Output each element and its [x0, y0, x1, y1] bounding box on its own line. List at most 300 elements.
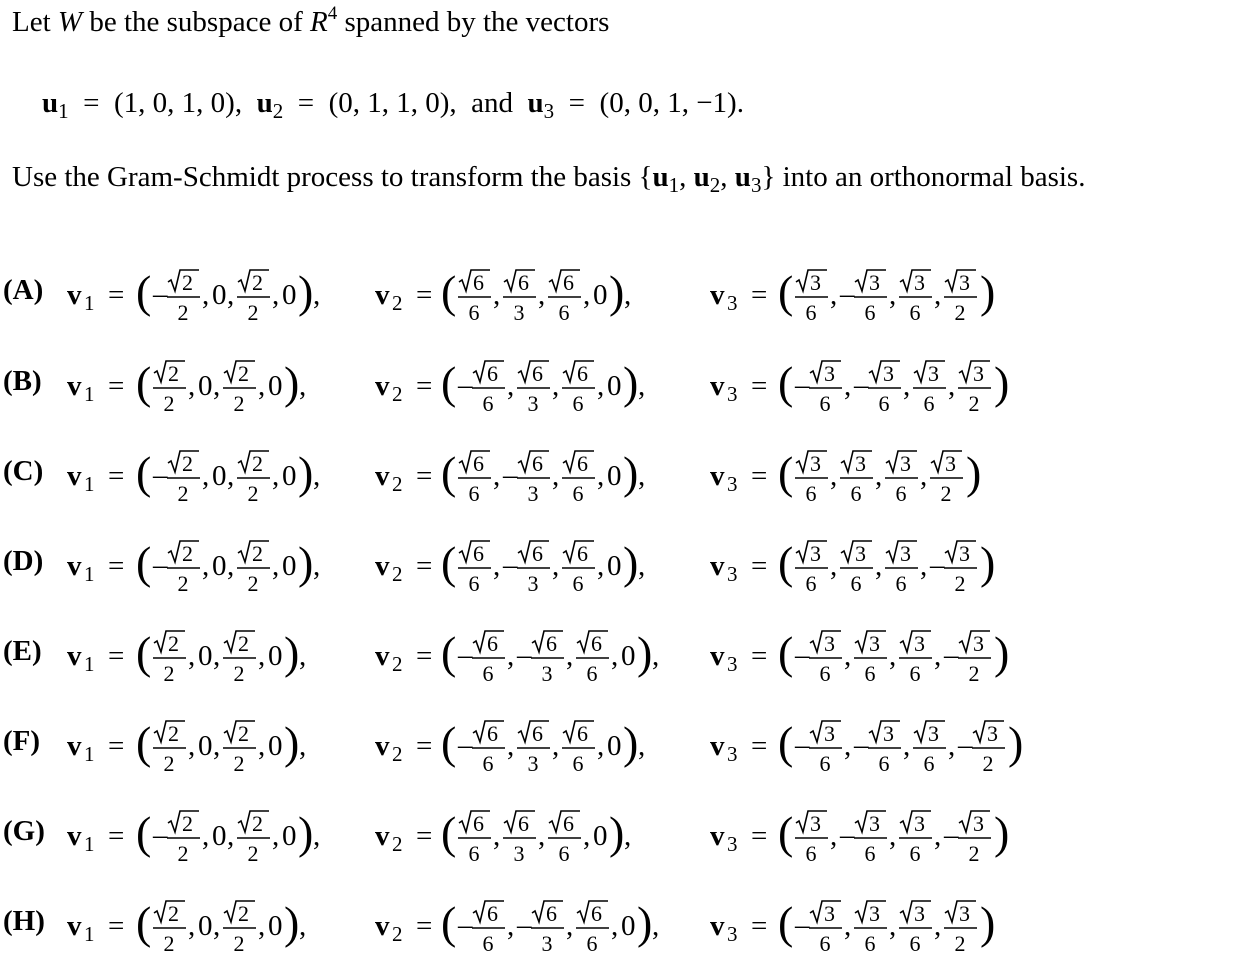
option-h-v1-comma: , — [258, 910, 266, 942]
denominator: 2 — [954, 300, 966, 325]
denominator: 6 — [805, 571, 817, 596]
option-c-v1-equals: = — [108, 460, 125, 492]
radicand: 2 — [252, 270, 263, 295]
option-a-v1-comp-0-fraction — [167, 270, 200, 325]
option-h-v2-comp-1-fraction — [531, 901, 564, 956]
option-e-v3-equals: = — [751, 640, 768, 672]
option-h-v1-sub: 1 — [84, 922, 95, 946]
denominator: 6 — [864, 661, 876, 686]
option-d-v2-open-paren: ( — [441, 537, 457, 588]
option-g-v2-comp-2-fraction — [548, 811, 581, 866]
option-d-v2-sub: 2 — [392, 562, 403, 586]
option-a-v3-comp-1-fraction — [854, 270, 887, 325]
option-f-v3-comp-1-minus: – — [854, 729, 869, 761]
option-g-v1-equals: = — [108, 820, 125, 852]
radicand: 2 — [168, 901, 179, 926]
option-a-v3-equals: = — [751, 279, 768, 311]
option-g-v3-comp-2-fraction — [899, 811, 932, 866]
option-h-v1-comma: , — [213, 910, 221, 942]
option-e-v2-equals: = — [416, 640, 433, 672]
denominator: 3 — [513, 300, 525, 325]
radicand: 6 — [577, 721, 588, 746]
option-b-v1-comma: , — [188, 370, 196, 402]
option-b-v2-comp-0-fraction — [472, 361, 505, 416]
denominator: 2 — [968, 661, 980, 686]
radicand: 6 — [487, 361, 498, 386]
radicand: 3 — [810, 451, 821, 476]
option-f-v3-comp-3-minus: – — [958, 729, 973, 761]
radicand: 3 — [869, 631, 880, 656]
option-g-v1-comp-0-fraction — [167, 811, 200, 866]
denominator: 2 — [968, 391, 980, 416]
option-a-v1-comp-2-fraction — [237, 270, 270, 325]
option-b-v3-comp-2-fraction — [913, 361, 946, 416]
option-b-v3-comma: , — [844, 370, 852, 402]
denominator: 3 — [527, 751, 539, 776]
option-g-v1-comp-1: 0 — [212, 820, 227, 852]
option-d-v3-sub: 3 — [727, 562, 738, 586]
radicand: 6 — [577, 361, 588, 386]
option-e-v1-comp-3: 0 — [268, 640, 283, 672]
option-b-v2-comp-2-fraction — [562, 361, 595, 416]
option-h-v3-close-paren: ) — [980, 897, 996, 948]
option-a-v3-label: v — [710, 279, 725, 311]
option-f-v1-equals: = — [108, 730, 125, 762]
option-b-v2-comma: , — [552, 370, 560, 402]
option-f-v2-comp-0-fraction — [472, 721, 505, 776]
u-vectors-line: $u_1 = (1$, 0, 1, 0), $u_2 = (0$, 1, 1, 0), and $u_3 = (0$, 0, 1, −1). — [42, 87, 744, 123]
option-f-v3-comp-0-fraction — [809, 721, 842, 776]
option-a-v1-close-paren: ) — [298, 266, 314, 317]
radicand: 2 — [182, 811, 193, 836]
option-d-v3-comp-0-fraction — [795, 541, 828, 596]
option-h-v3-comma: , — [889, 910, 897, 942]
denominator: 2 — [177, 841, 189, 866]
radicand: 3 — [824, 361, 835, 386]
option-b-v1-comma: , — [213, 370, 221, 402]
option-d-v1-equals: = — [108, 550, 125, 582]
option-d-v1-sep: , — [313, 550, 321, 582]
option-a-v1-comma: , — [272, 279, 280, 311]
option-h-v3-sub: 3 — [727, 922, 738, 946]
option-g-v1-comma: , — [227, 820, 235, 852]
option-h-v2-comp-2-fraction — [576, 901, 609, 956]
option-c-v1-comma: , — [202, 460, 210, 492]
option-e-v1-sub: 1 — [84, 652, 95, 676]
option-d-v2-comp-3: 0 — [607, 550, 622, 582]
option-d-v3-comp-3-fraction — [944, 541, 977, 596]
option-c-v3-comma: , — [830, 460, 838, 492]
option-g-v3-comp-1-minus: – — [840, 819, 855, 851]
option-b-v2-sep: , — [638, 370, 646, 402]
option-c-v3-comp-3-fraction — [930, 451, 963, 506]
option-c-label: (C) — [3, 455, 44, 487]
option-h-v2-close-paren: ) — [637, 897, 653, 948]
option-c-v1-comp-1: 0 — [212, 460, 227, 492]
option-h-v3-comp-1-fraction — [854, 901, 887, 956]
option-b-v2-comp-0-minus: – — [458, 369, 473, 401]
option-a-v3-comp-0-fraction — [795, 270, 828, 325]
option-h-v1-equals: = — [108, 910, 125, 942]
option-f-v3-comp-1-fraction — [868, 721, 901, 776]
option-c-v3-comp-2-fraction — [885, 451, 918, 506]
denominator: 2 — [968, 841, 980, 866]
radicand: 3 — [824, 631, 835, 656]
option-d-v2-comma: , — [552, 550, 560, 582]
option-e-v3-close-paren: ) — [994, 627, 1010, 678]
option-g-v2-comp-1-fraction — [503, 811, 536, 866]
option-e-v1-comp-1: 0 — [198, 640, 213, 672]
radicand: 3 — [869, 811, 880, 836]
radicand: 3 — [883, 721, 894, 746]
option-a-v2-comma: , — [493, 279, 501, 311]
denominator: 6 — [572, 751, 584, 776]
radicand: 3 — [973, 811, 984, 836]
option-c-v2-comma: , — [493, 460, 501, 492]
u3-label: u — [527, 87, 544, 119]
option-c-v1-comma: , — [227, 460, 235, 492]
option-g-v2-close-paren: ) — [609, 807, 625, 858]
option-h-label: (H) — [3, 905, 45, 937]
denominator: 2 — [163, 751, 175, 776]
option-f-v1-comp-1: 0 — [198, 730, 213, 762]
denominator: 6 — [482, 661, 494, 686]
option-g-v1-comp-0-minus: – — [153, 819, 168, 851]
option-b-v1-label: v — [67, 370, 82, 402]
option-f-v1-comp-0-fraction — [153, 721, 186, 776]
option-e-v3-comp-2-fraction — [899, 631, 932, 686]
option-d-v2-comma: , — [597, 550, 605, 582]
option-a-v1-sep: , — [313, 279, 321, 311]
option-a-v3-comp-1-minus: – — [840, 278, 855, 310]
option-e-vectors — [3, 619, 1243, 689]
radicand: 3 — [883, 361, 894, 386]
option-h-v3-comma: , — [934, 910, 942, 942]
denominator: 6 — [909, 931, 921, 956]
option-b-v3-comma: , — [948, 370, 956, 402]
option-g-v2-comma: , — [538, 820, 546, 852]
option-c-v3-comp-0-fraction — [795, 451, 828, 506]
radicand: 3 — [855, 541, 866, 566]
option-c-v1-comma: , — [272, 460, 280, 492]
option-f-v3-comp-0-minus: – — [795, 729, 810, 761]
option-b-v3-comp-1-minus: – — [854, 369, 869, 401]
option-d-v3-comp-1-fraction — [840, 541, 873, 596]
option-e-v3-sub: 3 — [727, 652, 738, 676]
option-b-v1-open-paren: ( — [136, 357, 152, 408]
option-c-v2-comp-3: 0 — [607, 460, 622, 492]
denominator: 6 — [909, 841, 921, 866]
option-d-v2-comp-1-minus: – — [503, 549, 518, 581]
radicand: 3 — [928, 721, 939, 746]
option-h-v3-equals: = — [751, 910, 768, 942]
w-symbol: W — [57, 6, 83, 38]
option-c-v2-comp-0-fraction — [458, 451, 491, 506]
option-c-v3-comma: , — [875, 460, 883, 492]
radicand: 3 — [900, 451, 911, 476]
option-e-v2-sub: 2 — [392, 652, 403, 676]
option-g-v2-equals: = — [416, 820, 433, 852]
option-f-v2-close-paren: ) — [623, 717, 639, 768]
option-h-v1-label: v — [67, 910, 82, 942]
option-h-v2-open-paren: ( — [441, 897, 457, 948]
option-d-vectors — [3, 529, 1243, 599]
radicand: 6 — [532, 541, 543, 566]
option-a-v1-comp-0-minus: – — [153, 278, 168, 310]
option-h-v2-comma: , — [566, 910, 574, 942]
option-e-v3-open-paren: ( — [778, 627, 794, 678]
option-f-v1-sep: , — [299, 730, 307, 762]
option-e-v3-comp-0-minus: – — [795, 639, 810, 671]
option-f-v2-comp-2-fraction — [562, 721, 595, 776]
option-c-v3-close-paren: ) — [966, 447, 982, 498]
option-f-v2-comp-1-fraction — [517, 721, 550, 776]
option-b-v3-comp-3-fraction — [958, 361, 991, 416]
option-f-v3-comma: , — [844, 730, 852, 762]
option-g-v2-comma: , — [493, 820, 501, 852]
option-b-v2-close-paren: ) — [623, 357, 639, 408]
option-d-v2-comp-0-fraction — [458, 541, 491, 596]
option-b-v3-comp-0-minus: – — [795, 369, 810, 401]
option-f-v3-comp-2-fraction — [913, 721, 946, 776]
radicand: 6 — [473, 811, 484, 836]
denominator: 6 — [572, 391, 584, 416]
option-e-v1-close-paren: ) — [284, 627, 300, 678]
denominator: 3 — [541, 931, 553, 956]
option-b-v1-equals: = — [108, 370, 125, 402]
denominator: 6 — [468, 300, 480, 325]
radicand: 6 — [591, 901, 602, 926]
option-g-v3-comma: , — [889, 820, 897, 852]
option-h-v1-comma: , — [188, 910, 196, 942]
option-e-v3-comp-0-fraction — [809, 631, 842, 686]
option-e-v1-equals: = — [108, 640, 125, 672]
denominator: 6 — [468, 481, 480, 506]
denominator: 2 — [247, 481, 259, 506]
option-c-v2-comp-1-fraction — [517, 451, 550, 506]
denominator: 2 — [163, 391, 175, 416]
option-f-v2-comma: , — [552, 730, 560, 762]
denominator: 2 — [982, 751, 994, 776]
option-b-v2-label: v — [375, 370, 390, 402]
option-b-v3-equals: = — [751, 370, 768, 402]
option-d-v2-comma: , — [493, 550, 501, 582]
radicand: 2 — [182, 541, 193, 566]
option-h-vectors — [3, 889, 1243, 959]
option-c-v2-label: v — [375, 460, 390, 492]
option-c-v3-equals: = — [751, 460, 768, 492]
radicand: 6 — [591, 631, 602, 656]
option-c-v2-equals: = — [416, 460, 433, 492]
option-b-v2-comma: , — [597, 370, 605, 402]
denominator: 6 — [572, 571, 584, 596]
denominator: 6 — [468, 571, 480, 596]
option-g-v1-comma: , — [272, 820, 280, 852]
denominator: 6 — [923, 751, 935, 776]
radicand: 3 — [810, 270, 821, 295]
option-a-v1-comp-1: 0 — [212, 279, 227, 311]
radicand: 3 — [914, 901, 925, 926]
option-a-v2-comp-1-fraction — [503, 270, 536, 325]
option-e-v3-comma: , — [889, 640, 897, 672]
option-h-v1-comp-2-fraction — [223, 901, 256, 956]
option-h-v1-comp-0-fraction — [153, 901, 186, 956]
option-g-v2-sep: , — [624, 820, 632, 852]
option-c-v2-sep: , — [638, 460, 646, 492]
option-e-v2-comma: , — [611, 640, 619, 672]
option-c-v2-comma: , — [597, 460, 605, 492]
radicand: 3 — [959, 541, 970, 566]
denominator: 6 — [482, 391, 494, 416]
option-a-v1-equals: = — [108, 279, 125, 311]
option-d-v3-comma: , — [875, 550, 883, 582]
option-c-v1-label: v — [67, 460, 82, 492]
radicand: 6 — [473, 270, 484, 295]
and-word: and — [471, 87, 514, 119]
radicand: 6 — [518, 811, 529, 836]
option-g-v3-sub: 3 — [727, 832, 738, 856]
option-c-v2-comp-2-fraction — [562, 451, 595, 506]
denominator: 6 — [482, 931, 494, 956]
option-a-v2-comp-0-fraction — [458, 270, 491, 325]
option-f-v1-open-paren: ( — [136, 717, 152, 768]
option-a-v3-close-paren: ) — [980, 266, 996, 317]
denominator: 2 — [233, 391, 245, 416]
radicand: 3 — [973, 631, 984, 656]
denominator: 6 — [864, 931, 876, 956]
option-g-v1-open-paren: ( — [136, 807, 152, 858]
option-b-v3-open-paren: ( — [778, 357, 794, 408]
option-h-v3-comp-0-fraction — [809, 901, 842, 956]
option-e-v3-comp-3-fraction — [958, 631, 991, 686]
option-b-label: (B) — [3, 365, 42, 397]
option-f-v3-equals: = — [751, 730, 768, 762]
option-d-v3-comma: , — [830, 550, 838, 582]
option-f-v3-comma: , — [948, 730, 956, 762]
option-g-v3-comp-3-minus: – — [944, 819, 959, 851]
option-g-v1-comp-2-fraction — [237, 811, 270, 866]
denominator: 6 — [864, 841, 876, 866]
option-h-v2-comp-0-fraction — [472, 901, 505, 956]
option-d-v2-close-paren: ) — [623, 537, 639, 588]
radicand: 2 — [238, 721, 249, 746]
radicand: 2 — [168, 361, 179, 386]
option-d-v1-open-paren: ( — [136, 537, 152, 588]
option-b-v3-comp-1-fraction — [868, 361, 901, 416]
option-c-v2-close-paren: ) — [623, 447, 639, 498]
option-h-v3-comp-2-fraction — [899, 901, 932, 956]
option-c-v1-sub: 1 — [84, 472, 95, 496]
option-a-v2-sep: , — [624, 279, 632, 311]
option-d-v3-comp-3-minus: – — [930, 549, 945, 581]
option-c-v2-comma: , — [552, 460, 560, 492]
option-d-v2-sep: , — [638, 550, 646, 582]
option-b-v1-comp-1: 0 — [198, 370, 213, 402]
denominator: 6 — [558, 841, 570, 866]
radicand: 3 — [900, 541, 911, 566]
option-b-v2-equals: = — [416, 370, 433, 402]
option-f-v3-label: v — [710, 730, 725, 762]
option-a-v2-comp-3: 0 — [593, 279, 608, 311]
option-e-v2-open-paren: ( — [441, 627, 457, 678]
option-b-v2-open-paren: ( — [441, 357, 457, 408]
option-c-v2-sub: 2 — [392, 472, 403, 496]
option-e-v2-close-paren: ) — [637, 627, 653, 678]
option-f-v2-comp-3: 0 — [607, 730, 622, 762]
option-e-v1-comp-0-fraction — [153, 631, 186, 686]
option-f-v2-open-paren: ( — [441, 717, 457, 768]
problem-intro: Let W be the subspace of $R^4$ spanned by the vectors — [12, 3, 610, 38]
radicand: 3 — [987, 721, 998, 746]
option-a-v3-comma: , — [889, 279, 897, 311]
denominator: 6 — [850, 481, 862, 506]
option-a-v3-comp-3-fraction — [944, 270, 977, 325]
radicand: 6 — [473, 541, 484, 566]
option-h-v3-open-paren: ( — [778, 897, 794, 948]
option-c-v1-sep: , — [313, 460, 321, 492]
option-d-v1-comma: , — [202, 550, 210, 582]
denominator: 6 — [558, 300, 570, 325]
option-e-v2-comma: , — [566, 640, 574, 672]
option-d-v1-comma: , — [272, 550, 280, 582]
option-c-vectors — [3, 439, 1243, 509]
option-c-v3-sub: 3 — [727, 472, 738, 496]
denominator: 6 — [819, 661, 831, 686]
option-e-v3-comma: , — [934, 640, 942, 672]
radicand: 2 — [238, 901, 249, 926]
radicand: 3 — [959, 270, 970, 295]
option-a-v2-comma: , — [583, 279, 591, 311]
option-f-v3-comma: , — [903, 730, 911, 762]
option-f-v3-comp-3-fraction — [972, 721, 1005, 776]
radicand: 3 — [914, 270, 925, 295]
option-g-v3-equals: = — [751, 820, 768, 852]
radicand: 3 — [824, 901, 835, 926]
option-a-v2-close-paren: ) — [609, 266, 625, 317]
option-d-v1-close-paren: ) — [298, 537, 314, 588]
option-f-v1-sub: 1 — [84, 742, 95, 766]
radicand: 3 — [959, 901, 970, 926]
denominator: 6 — [819, 751, 831, 776]
option-c-v3-comma: , — [920, 460, 928, 492]
denominator: 2 — [177, 571, 189, 596]
option-g-vectors — [3, 799, 1243, 869]
option-b-v3-sub: 3 — [727, 382, 738, 406]
option-g-v1-label: v — [67, 820, 82, 852]
option-h-v2-comma: , — [507, 910, 515, 942]
u1-label: u — [42, 87, 59, 119]
option-g-v3-comp-1-fraction — [854, 811, 887, 866]
option-h-v3-label: v — [710, 910, 725, 942]
option-a-v2-comp-2-fraction — [548, 270, 581, 325]
option-h-v3-comp-0-minus: – — [795, 909, 810, 941]
option-b-v2-sub: 2 — [392, 382, 403, 406]
denominator: 2 — [233, 931, 245, 956]
option-f-v3-open-paren: ( — [778, 717, 794, 768]
radicand: 6 — [487, 721, 498, 746]
option-c-v1-comp-2-fraction — [237, 451, 270, 506]
option-g-v1-comma: , — [202, 820, 210, 852]
option-g-v1-sub: 1 — [84, 832, 95, 856]
option-b-v1-comp-0-fraction — [153, 361, 186, 416]
option-g-v3-comp-3-fraction — [958, 811, 991, 866]
option-f-v1-comma: , — [258, 730, 266, 762]
option-e-v1-label: v — [67, 640, 82, 672]
option-h-v2-comp-3: 0 — [621, 910, 636, 942]
option-c-v3-label: v — [710, 460, 725, 492]
radicand: 3 — [824, 721, 835, 746]
option-d-v1-label: v — [67, 550, 82, 582]
